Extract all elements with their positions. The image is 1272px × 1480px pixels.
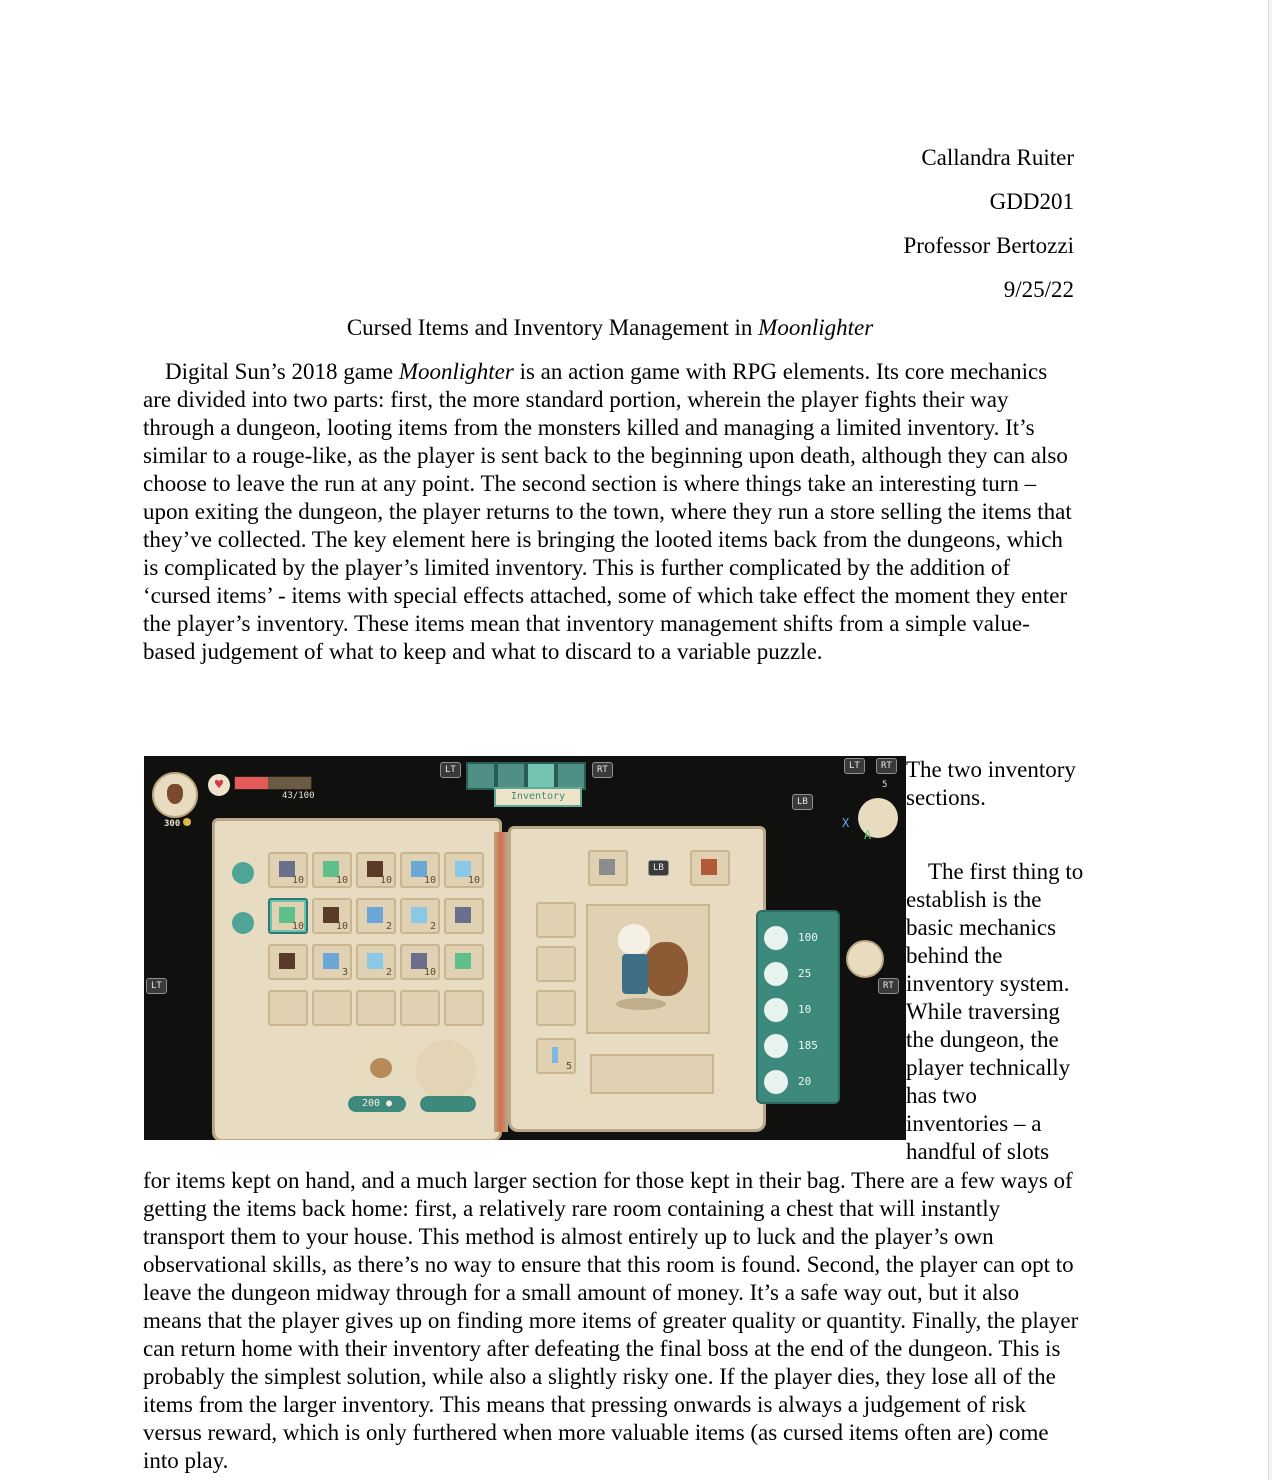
stat-health-value: 100 (798, 931, 818, 944)
hero-body (622, 954, 648, 994)
course-code: GDD201 (989, 189, 1074, 214)
item-icon (367, 907, 383, 923)
essay-title (143, 311, 1077, 345)
inventory-slot (444, 852, 484, 888)
inventory-slot (268, 852, 308, 888)
paragraph-mechanics (906, 858, 1084, 1166)
health-text: 43/100 (282, 791, 315, 801)
book-stat-icon (764, 1070, 788, 1094)
coin-icon (183, 818, 191, 826)
essay-date: 9/25/22 (1003, 277, 1074, 302)
character-portrait (152, 772, 198, 818)
lb-button: LB (792, 794, 813, 810)
rt-button: RT (592, 762, 613, 778)
boots-slot (536, 990, 576, 1026)
inventory-slot (400, 852, 440, 888)
paragraph-intro-start: Digital Sun’s 2018 game (165, 359, 399, 384)
item-quantity: 10 (379, 875, 392, 886)
lt-side-button: LT (146, 978, 167, 994)
a-button: A (864, 828, 872, 842)
bag-price: 200 ● (348, 1096, 406, 1112)
shield-stat-icon (764, 998, 788, 1022)
inventory-slot (312, 944, 352, 980)
item-count: 5 (882, 780, 888, 790)
inventory-slot (268, 944, 308, 980)
inventory-slot (312, 852, 352, 888)
health-bar-fill (235, 777, 268, 789)
stat-defense-value: 10 (798, 1003, 812, 1016)
health-bar (234, 776, 312, 790)
item-icon (367, 953, 383, 969)
item-quantity: 10 (291, 921, 304, 932)
rt-button-right: RT (876, 758, 897, 774)
inventory-screenshot (144, 756, 906, 1140)
inventory-slot (356, 852, 396, 888)
item-quantity: 2 (429, 921, 436, 932)
broom-icon (701, 859, 717, 875)
stat-attack-value: 25 (798, 967, 812, 980)
paragraph-intro (143, 358, 1079, 666)
inventory-slot (312, 990, 352, 1026)
heart-icon: ♥ (208, 774, 230, 796)
inventory-slot (400, 990, 440, 1026)
x-button: X (842, 816, 850, 830)
heart-stat-icon (764, 926, 788, 950)
document-header (903, 136, 1074, 312)
hero-head (618, 924, 650, 954)
inventory-slot (268, 990, 308, 1026)
paragraph-intro-rest: is an action game with RPG elements. Its core mechanics are divided into two parts: first, the more standard portion, wherein the player fights their way through a dungeon, looting items from the monsters killed and managing a limited inventory. It’s similar to a rouge-like, as the player is sent back to the beginning upon death, although they can also choose to leave the run at any point. The second section is where things take an interesting turn – upon exiting the dungeon, the player returns to the town, where they run a store selling the items that they’ve collected. The key element here is bringing the looted items back from the dungeons, which is complicated by the player’s limited inventory. This is further complicated by the addition of ‘cursed items’ - items with special effects attached, some of which take effect the moment they enter the player’s inventory. These items mean that inventory management shifts from a simple value-based judgement of what to keep and what to discard to a variable puzzle. (143, 359, 1072, 664)
hero-shadow (616, 998, 666, 1010)
hero-preview (586, 904, 710, 1034)
figure-caption: The two inventory sections. (906, 757, 1076, 810)
bag-price-value: 200 (361, 1098, 380, 1109)
backpack (644, 942, 688, 996)
item-quantity: 2 (385, 921, 392, 932)
tab-inventory (526, 762, 556, 790)
inventory-slot (356, 944, 396, 980)
boot-stat-icon (764, 1034, 788, 1058)
item-quantity: 10 (291, 875, 304, 886)
item-icon (455, 953, 471, 969)
secondary-weapon-slot (690, 850, 730, 886)
chest-slot (536, 946, 576, 982)
tab-star (496, 762, 526, 790)
professor-name: Professor Bertozzi (903, 233, 1074, 258)
empty-price-bar (420, 1096, 476, 1112)
inventory-slot (400, 944, 440, 980)
item-quantity: 3 (341, 967, 348, 978)
on-hand-row-icon (232, 862, 254, 884)
stat-speed (764, 1032, 830, 1060)
inventory-slot (268, 898, 308, 934)
item-icon (455, 907, 471, 923)
empty-pendant-slot (416, 1040, 476, 1100)
lt-button: LT (440, 762, 461, 778)
author-name: Callandra Ruiter (921, 145, 1074, 170)
stat-attack (764, 960, 830, 988)
tab-map (466, 762, 496, 790)
item-quantity: 10 (423, 967, 436, 978)
potion-quantity: 5 (565, 1061, 572, 1072)
inventory-slot (400, 898, 440, 934)
title-game-name: Moonlighter (758, 315, 874, 340)
bag-row-icon (232, 912, 254, 934)
weapon-slot (588, 850, 628, 886)
inventory-tab-label: Inventory (494, 787, 582, 807)
potion-icon (552, 1047, 558, 1063)
weapon-icon (599, 859, 615, 875)
inventory-slot (444, 898, 484, 934)
stat-health (764, 924, 830, 952)
helmet-slot (536, 902, 576, 938)
stat-critical-value: 20 (798, 1075, 812, 1088)
stat-defense (764, 996, 830, 1024)
item-quantity: 10 (335, 875, 348, 886)
item-icon (411, 907, 427, 923)
inventory-slot (444, 990, 484, 1026)
stats-panel (756, 910, 840, 1104)
title-text: Cursed Items and Inventory Management in (346, 315, 759, 340)
merchant-pendant-icon (356, 1048, 406, 1086)
item-quantity: 10 (423, 875, 436, 886)
item-quantity: 10 (467, 875, 480, 886)
ring-slots (590, 1054, 714, 1094)
stat-critical (764, 1068, 830, 1096)
stat-speed-value: 185 (798, 1039, 818, 1052)
paragraph-intro-game: Moonlighter (398, 359, 514, 384)
tab-weapons (556, 762, 586, 790)
equipped-weapon-icon (846, 940, 884, 978)
item-quantity: 10 (335, 921, 348, 932)
inventory-slot (356, 898, 396, 934)
item-quantity: 2 (385, 967, 392, 978)
inventory-slot (312, 898, 352, 934)
item-icon (323, 953, 339, 969)
lb-equip-button: LB (648, 860, 669, 876)
inventory-slot (356, 990, 396, 1026)
book-spine (494, 832, 508, 1132)
rt-side-button: RT (878, 978, 899, 994)
lt-button-right: LT (844, 758, 865, 774)
paragraph-mechanics-text: The first thing to establish is the basic mechanics behind the inventory system. While traversing the dungeon, the player technically has two inventories – a handful of slots (906, 859, 1084, 1164)
sword-stat-icon (764, 962, 788, 986)
item-icon (279, 953, 295, 969)
gold-amount: 300 (164, 819, 181, 829)
inventory-tab-bar (466, 762, 588, 786)
potion-slot (536, 1038, 576, 1074)
inventory-slot (444, 944, 484, 980)
paragraph-continued: for items kept on hand, and a much larger section for those kept in their bag. There are a few ways of getting the items back home: first, a relatively rare room containing a chest that will instantly transport them to your house. This method is almost entirely up to luck and the player’s own observational skills, as there’s no way to ensure that this room is found. Second, the player can opt to leave the dungeon midway through for a small amount of money. It’s a safe way out, but it also means that the player gives up on finding more items of greater quality or quantity. Finally, the player can return home with their inventory after defeating the final boss at the end of the dungeon. This is probably the simplest solution, while also a slightly risky one. If the player dies, they lose all of the items from the larger inventory. This means that pressing onwards is always a judgement of risk versus reward, which is only furthered when more valuable items (as cursed items often are) come into play. (143, 1168, 1079, 1473)
gold-counter (164, 818, 191, 829)
